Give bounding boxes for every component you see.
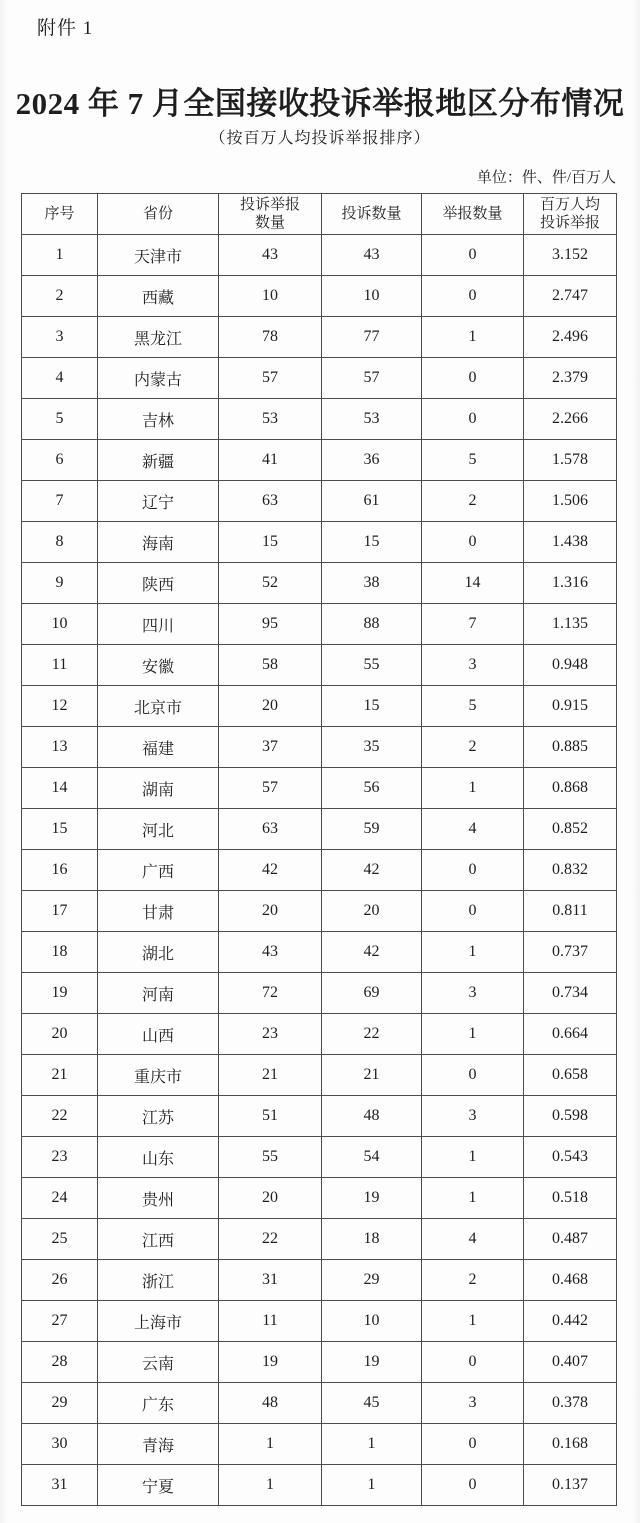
table-row — [22, 358, 617, 399]
cell-per-million: 2.266 — [524, 399, 617, 440]
cell-index: 23 — [22, 1137, 98, 1178]
cell-province: 山西 — [98, 1014, 219, 1055]
cell-province: 江西 — [98, 1219, 219, 1260]
cell-reports: 1 — [422, 1178, 524, 1219]
cell-index: 1 — [22, 235, 98, 276]
table-row — [22, 809, 617, 850]
cell-province: 河北 — [98, 809, 219, 850]
cell-total-count: 20 — [219, 1178, 322, 1219]
cell-reports: 0 — [422, 1424, 524, 1465]
cell-reports: 1 — [422, 932, 524, 973]
cell-per-million: 0.518 — [524, 1178, 617, 1219]
cell-reports: 5 — [422, 686, 524, 727]
cell-index: 3 — [22, 317, 98, 358]
cell-province: 辽宁 — [98, 481, 219, 522]
table-row — [22, 399, 617, 440]
cell-reports: 3 — [422, 645, 524, 686]
cell-complaints: 1 — [322, 1465, 422, 1506]
table-row — [22, 276, 617, 317]
col-header-index — [22, 194, 98, 235]
cell-reports: 1 — [422, 1014, 524, 1055]
cell-province: 河南 — [98, 973, 219, 1014]
cell-per-million: 0.852 — [524, 809, 617, 850]
cell-per-million: 0.811 — [524, 891, 617, 932]
cell-per-million: 1.316 — [524, 563, 617, 604]
cell-per-million: 2.747 — [524, 276, 617, 317]
table-row — [22, 1137, 617, 1178]
cell-reports: 2 — [422, 727, 524, 768]
cell-complaints: 56 — [322, 768, 422, 809]
cell-province: 云南 — [98, 1342, 219, 1383]
cell-reports: 1 — [422, 317, 524, 358]
cell-per-million: 0.885 — [524, 727, 617, 768]
cell-index: 8 — [22, 522, 98, 563]
cell-province: 宁夏 — [98, 1465, 219, 1506]
cell-index: 27 — [22, 1301, 98, 1342]
table-row — [22, 604, 617, 645]
cell-total-count: 57 — [219, 358, 322, 399]
table-row — [22, 891, 617, 932]
cell-total-count: 1 — [219, 1424, 322, 1465]
cell-total-count: 20 — [219, 891, 322, 932]
cell-complaints: 54 — [322, 1137, 422, 1178]
cell-per-million: 0.734 — [524, 973, 617, 1014]
cell-total-count: 41 — [219, 440, 322, 481]
cell-province: 广东 — [98, 1383, 219, 1424]
cell-province: 黑龙江 — [98, 317, 219, 358]
cell-complaints: 59 — [322, 809, 422, 850]
cell-reports: 0 — [422, 1465, 524, 1506]
cell-index: 5 — [22, 399, 98, 440]
cell-complaints: 43 — [322, 235, 422, 276]
cell-province: 甘肃 — [98, 891, 219, 932]
cell-province: 福建 — [98, 727, 219, 768]
table-row — [22, 768, 617, 809]
cell-index: 10 — [22, 604, 98, 645]
cell-reports: 5 — [422, 440, 524, 481]
cell-per-million: 1.135 — [524, 604, 617, 645]
cell-reports: 0 — [422, 276, 524, 317]
cell-index: 20 — [22, 1014, 98, 1055]
cell-total-count: 20 — [219, 686, 322, 727]
table-row — [22, 1342, 617, 1383]
cell-province: 重庆市 — [98, 1055, 219, 1096]
cell-per-million: 0.137 — [524, 1465, 617, 1506]
cell-total-count: 72 — [219, 973, 322, 1014]
cell-total-count: 48 — [219, 1383, 322, 1424]
cell-complaints: 20 — [322, 891, 422, 932]
cell-province: 江苏 — [98, 1096, 219, 1137]
cell-index: 25 — [22, 1219, 98, 1260]
cell-reports: 4 — [422, 809, 524, 850]
table-row — [22, 932, 617, 973]
col-header-total-count — [219, 194, 322, 235]
cell-per-million: 0.915 — [524, 686, 617, 727]
col-header-complaint-count — [322, 194, 422, 235]
cell-index: 2 — [22, 276, 98, 317]
cell-per-million: 2.496 — [524, 317, 617, 358]
cell-per-million: 0.168 — [524, 1424, 617, 1465]
cell-province: 海南 — [98, 522, 219, 563]
cell-total-count: 51 — [219, 1096, 322, 1137]
cell-index: 18 — [22, 932, 98, 973]
cell-complaints: 29 — [322, 1260, 422, 1301]
cell-complaints: 36 — [322, 440, 422, 481]
cell-index: 16 — [22, 850, 98, 891]
table-row — [22, 1096, 617, 1137]
cell-per-million: 0.543 — [524, 1137, 617, 1178]
cell-complaints: 48 — [322, 1096, 422, 1137]
cell-reports: 0 — [422, 235, 524, 276]
table-header-row — [22, 194, 617, 235]
cell-province: 广西 — [98, 850, 219, 891]
cell-total-count: 15 — [219, 522, 322, 563]
cell-complaints: 88 — [322, 604, 422, 645]
cell-province: 湖北 — [98, 932, 219, 973]
cell-total-count: 1 — [219, 1465, 322, 1506]
cell-index: 15 — [22, 809, 98, 850]
cell-complaints: 10 — [322, 276, 422, 317]
cell-complaints: 53 — [322, 399, 422, 440]
cell-complaints: 77 — [322, 317, 422, 358]
cell-province: 贵州 — [98, 1178, 219, 1219]
table-row — [22, 1465, 617, 1506]
table-row — [22, 1301, 617, 1342]
cell-province: 陕西 — [98, 563, 219, 604]
table-row — [22, 440, 617, 481]
table-row — [22, 1014, 617, 1055]
col-header-text: 投诉举报 — [239, 197, 300, 213]
cell-reports: 0 — [422, 522, 524, 563]
cell-total-count: 42 — [219, 850, 322, 891]
cell-province: 青海 — [98, 1424, 219, 1465]
cell-reports: 1 — [422, 1137, 524, 1178]
cell-total-count: 58 — [219, 645, 322, 686]
cell-complaints: 55 — [322, 645, 422, 686]
cell-total-count: 55 — [219, 1137, 322, 1178]
cell-index: 19 — [22, 973, 98, 1014]
cell-reports: 4 — [422, 1219, 524, 1260]
cell-index: 6 — [22, 440, 98, 481]
cell-total-count: 63 — [219, 481, 322, 522]
cell-index: 13 — [22, 727, 98, 768]
cell-complaints: 21 — [322, 1055, 422, 1096]
cell-total-count: 19 — [219, 1342, 322, 1383]
unit-note: 单位：件、件/百万人 — [476, 170, 616, 186]
table-row — [22, 1383, 617, 1424]
cell-reports: 0 — [422, 1055, 524, 1096]
cell-per-million: 0.468 — [524, 1260, 617, 1301]
table-row — [22, 1260, 617, 1301]
cell-index: 11 — [22, 645, 98, 686]
table-row — [22, 727, 617, 768]
complaints-table — [21, 193, 617, 1506]
cell-complaints: 19 — [322, 1342, 422, 1383]
cell-per-million: 0.407 — [524, 1342, 617, 1383]
table-row — [22, 645, 617, 686]
cell-complaints: 61 — [322, 481, 422, 522]
page-subtitle: （按百万人均投诉举报排序） — [209, 130, 431, 147]
cell-reports: 2 — [422, 481, 524, 522]
cell-total-count: 37 — [219, 727, 322, 768]
cell-province: 湖南 — [98, 768, 219, 809]
cell-index: 21 — [22, 1055, 98, 1096]
cell-complaints: 15 — [322, 686, 422, 727]
cell-complaints: 45 — [322, 1383, 422, 1424]
col-header-text: 百万人均 — [539, 197, 600, 213]
cell-reports: 0 — [422, 850, 524, 891]
cell-complaints: 1 — [322, 1424, 422, 1465]
cell-reports: 1 — [422, 1301, 524, 1342]
table-row — [22, 235, 617, 276]
cell-per-million: 1.578 — [524, 440, 617, 481]
cell-province: 吉林 — [98, 399, 219, 440]
cell-index: 26 — [22, 1260, 98, 1301]
cell-index: 17 — [22, 891, 98, 932]
cell-complaints: 35 — [322, 727, 422, 768]
cell-total-count: 11 — [219, 1301, 322, 1342]
cell-per-million: 0.868 — [524, 768, 617, 809]
col-header-text: 投诉举报 — [539, 215, 600, 231]
cell-index: 7 — [22, 481, 98, 522]
cell-total-count: 95 — [219, 604, 322, 645]
cell-reports: 3 — [422, 1096, 524, 1137]
cell-index: 30 — [22, 1424, 98, 1465]
cell-total-count: 23 — [219, 1014, 322, 1055]
cell-index: 4 — [22, 358, 98, 399]
cell-per-million: 0.948 — [524, 645, 617, 686]
cell-reports: 14 — [422, 563, 524, 604]
cell-reports: 0 — [422, 891, 524, 932]
cell-complaints: 42 — [322, 932, 422, 973]
cell-index: 28 — [22, 1342, 98, 1383]
cell-total-count: 53 — [219, 399, 322, 440]
cell-per-million: 2.379 — [524, 358, 617, 399]
cell-index: 31 — [22, 1465, 98, 1506]
cell-reports: 2 — [422, 1260, 524, 1301]
page-title: 2024 年 7 月全国接收投诉举报地区分布情况 — [15, 86, 625, 121]
cell-complaints: 42 — [322, 850, 422, 891]
col-header-text: 投诉数量 — [341, 206, 402, 222]
col-header-text: 序号 — [44, 206, 75, 222]
cell-province: 内蒙古 — [98, 358, 219, 399]
cell-reports: 0 — [422, 399, 524, 440]
cell-complaints: 69 — [322, 973, 422, 1014]
cell-reports: 7 — [422, 604, 524, 645]
cell-reports: 3 — [422, 1383, 524, 1424]
cell-complaints: 22 — [322, 1014, 422, 1055]
cell-total-count: 21 — [219, 1055, 322, 1096]
cell-total-count: 78 — [219, 317, 322, 358]
col-header-text: 省份 — [142, 206, 173, 222]
col-header-text: 数量 — [254, 215, 285, 231]
table-row — [22, 563, 617, 604]
cell-reports: 3 — [422, 973, 524, 1014]
cell-per-million: 0.737 — [524, 932, 617, 973]
cell-total-count: 43 — [219, 235, 322, 276]
table-row — [22, 522, 617, 563]
cell-province: 浙江 — [98, 1260, 219, 1301]
table-row — [22, 973, 617, 1014]
cell-per-million: 3.152 — [524, 235, 617, 276]
col-header-province — [98, 194, 219, 235]
cell-complaints: 18 — [322, 1219, 422, 1260]
cell-province: 安徽 — [98, 645, 219, 686]
cell-reports: 0 — [422, 358, 524, 399]
cell-per-million: 0.442 — [524, 1301, 617, 1342]
cell-per-million: 0.378 — [524, 1383, 617, 1424]
col-header-text: 举报数量 — [442, 206, 503, 222]
cell-per-million: 1.438 — [524, 522, 617, 563]
table-row — [22, 1055, 617, 1096]
cell-province: 上海市 — [98, 1301, 219, 1342]
cell-index: 9 — [22, 563, 98, 604]
cell-total-count: 43 — [219, 932, 322, 973]
cell-province: 天津市 — [98, 235, 219, 276]
cell-reports: 1 — [422, 768, 524, 809]
cell-total-count: 63 — [219, 809, 322, 850]
attachment-label: 附件 1 — [37, 18, 94, 39]
table-row — [22, 481, 617, 522]
cell-total-count: 10 — [219, 276, 322, 317]
cell-province: 四川 — [98, 604, 219, 645]
cell-index: 22 — [22, 1096, 98, 1137]
cell-index: 14 — [22, 768, 98, 809]
cell-index: 29 — [22, 1383, 98, 1424]
cell-province: 山东 — [98, 1137, 219, 1178]
cell-complaints: 10 — [322, 1301, 422, 1342]
cell-complaints: 19 — [322, 1178, 422, 1219]
cell-per-million: 0.832 — [524, 850, 617, 891]
table-row — [22, 850, 617, 891]
col-header-per-million — [524, 194, 617, 235]
cell-per-million: 0.598 — [524, 1096, 617, 1137]
cell-per-million: 0.664 — [524, 1014, 617, 1055]
cell-index: 24 — [22, 1178, 98, 1219]
cell-reports: 0 — [422, 1342, 524, 1383]
cell-per-million: 0.658 — [524, 1055, 617, 1096]
table-row — [22, 1424, 617, 1465]
cell-per-million: 0.487 — [524, 1219, 617, 1260]
cell-complaints: 38 — [322, 563, 422, 604]
cell-index: 12 — [22, 686, 98, 727]
cell-complaints: 15 — [322, 522, 422, 563]
table-row — [22, 686, 617, 727]
cell-province: 新疆 — [98, 440, 219, 481]
col-header-report-count — [422, 194, 524, 235]
cell-province: 北京市 — [98, 686, 219, 727]
table-row — [22, 1219, 617, 1260]
table-row — [22, 317, 617, 358]
cell-total-count: 52 — [219, 563, 322, 604]
table-row — [22, 1178, 617, 1219]
cell-province: 西藏 — [98, 276, 219, 317]
cell-total-count: 22 — [219, 1219, 322, 1260]
cell-total-count: 31 — [219, 1260, 322, 1301]
cell-complaints: 57 — [322, 358, 422, 399]
cell-total-count: 57 — [219, 768, 322, 809]
cell-per-million: 1.506 — [524, 481, 617, 522]
